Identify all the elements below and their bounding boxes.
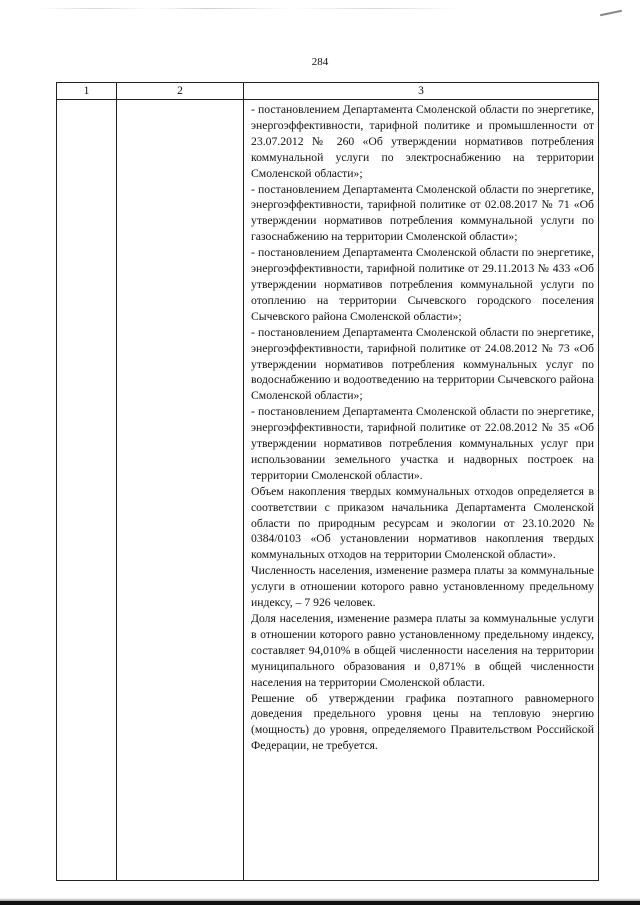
page-number: 284 [311, 56, 329, 68]
paragraph-resolution-35: - постановлением Департамента Смоленской области по энергетике, энергоэффективности, тарифной политике от 22.08.2012 № 35 «Об утверждении нормативов потребления коммунальных услуг при использовании земельного участка и надворных построек на территории Смоленской области». [251, 405, 594, 482]
paragraph-population-share: Доля населения, изменение размера платы за коммунальные услуги в отношении которого равно установленному предельному индексу, составляет 94,010% в общей численности населения на территории муниципального образования и 0,871% в общей численности населения на территории Смоленской области. [251, 612, 594, 689]
paragraph-resolution-71: - постановлением Департамента Смоленской области по энергетике, энергоэффективности, тарифной политике от 02.08.2017 № 71 «Об утверждении нормативов потребления коммунальной услуги по газоснабжению на территории Смоленской области»; [251, 182, 594, 244]
column-1-cell [57, 100, 117, 881]
document-table [56, 82, 599, 881]
paragraph-resolution-260: - постановлением Департамента Смоленской области по энергетике, энергоэффективности, тарифной политике и промышленности от 23.07.2012 № 260 «Об утверждении нормативов потребления коммунальной услуги по электроснабжению на территории Смоленской области»; [251, 103, 594, 180]
paragraph-population-count: Численность населения, изменение размера платы за коммунальные услуги в отношении которого равно установленному предельному индексу, – 7 926 человек. [251, 564, 594, 610]
column-3-cell [244, 100, 599, 881]
column-header-1: 1 [57, 83, 117, 100]
paragraph-resolution-433: - постановлением Департамента Смоленской области по энергетике, энергоэффективности, тарифной политике от 29.11.2013 № 433 «Об утверждении нормативов потребления коммунальной услуги по отоплению на территории Сычевского городского поселения Сычевского района Смоленской области»; [251, 246, 594, 323]
paragraph-waste-volume: Объем накопления твердых коммунальных отходов определяется в соответствии с приказом начальника Департамента Смоленской области по природным ресурсам и экологии от 23.10.2020 № 0384/0103 «Об установлении нормативов накопления твердых коммунальных отходов на территории Смоленской области». [251, 484, 594, 562]
scan-artifact-bottom-edge [0, 901, 640, 905]
column-3-text [244, 100, 598, 754]
column-header-2: 2 [117, 83, 244, 100]
table-header-row [57, 83, 599, 100]
table-row [57, 100, 599, 881]
paragraph-resolution-73: - постановлением Департамента Смоленской области по энергетике, энергоэффективности, тарифной политике от 24.08.2012 № 73 «Об утверждении нормативов потребления коммунальных услуг по водоснабжению и водоотведению на территории Сычевского района Смоленской области»; [251, 325, 594, 403]
column-2-cell [117, 100, 244, 881]
paragraph-heat-price-decision: Решение об утверждении графика поэтапного равномерного доведения предельного уровня цены на тепловую энергию (мощность) до уровня, определяемого Правительством Российской Федерации, не требуется. [251, 691, 594, 753]
column-header-3: 3 [244, 83, 599, 100]
scan-artifact-mark [600, 10, 622, 17]
scan-artifact-top [40, 8, 600, 9]
